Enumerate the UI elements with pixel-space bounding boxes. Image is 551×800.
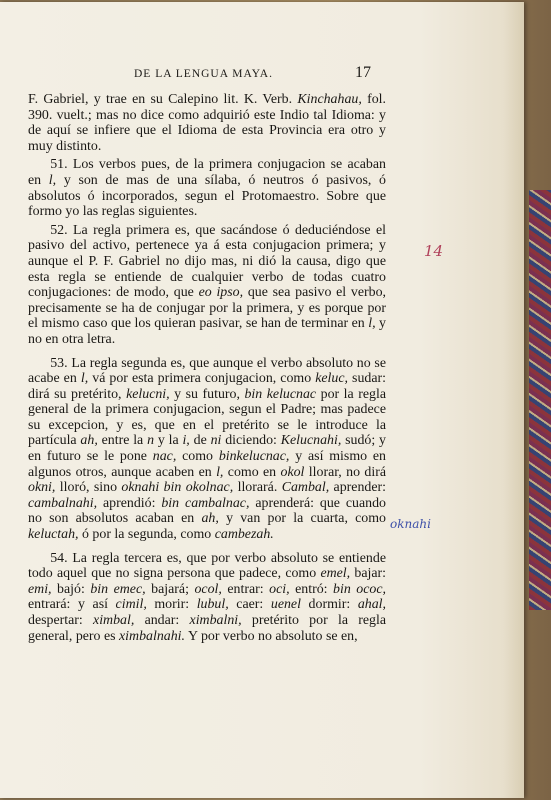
maya-term: eo ipso,: [198, 285, 244, 301]
text-run: sudó; y en futuro se le pone: [28, 433, 386, 465]
text-run: aprendió:: [97, 495, 162, 511]
text-run: entre la: [97, 433, 148, 449]
text-run: vá por esta primera conjugacion, como: [88, 371, 316, 387]
maya-term: ximbal,: [93, 613, 135, 628]
maya-term: ximbalni,: [189, 613, 242, 628]
margin-note-gloss: oknahi: [390, 517, 431, 531]
text-run: y así mismo en algunos otros, aunque acaben en: [28, 449, 386, 480]
maya-term: Kelucnahi,: [280, 433, 342, 449]
text-run: lloró, sino: [55, 480, 122, 496]
maya-term: ahal,: [357, 597, 386, 613]
text-run: Y por verbo no absoluto se en,: [185, 628, 358, 644]
book-page: [0, 2, 524, 798]
text-run: como: [176, 449, 219, 465]
maya-term: cambezah.: [214, 527, 274, 543]
maya-term: ah,: [80, 433, 98, 449]
maya-term: bin emec,: [90, 581, 146, 597]
maya-term: i,: [182, 433, 190, 449]
marbled-endpaper: [529, 190, 551, 610]
text-run: pretérito por la regla general, pero es: [28, 613, 386, 644]
text-run: por la regla general de la primera conjugacion, segun el Padre; mas padece su excepcion, y es, que en el pretérito se le introduce la partícula: [28, 386, 386, 449]
text-run: bajará;: [145, 581, 195, 597]
maya-term: l,: [216, 464, 224, 480]
maya-term: emel,: [320, 566, 351, 582]
text-run: 52. La regla primera es, que sacándose ó deduciéndose el pasivo del activo, pertenece ya á esta conjugacion primera; y aunque el P. F. Gabriel no dijo mas, ni dió la causa, digo que esta regla se entiende de cualquier verbo de todas cuatro conjugaciones: de modo, que: [28, 222, 386, 301]
body-text: [28, 92, 386, 644]
text-run: aprenderá: que cuando no son absolutos acaban en: [28, 495, 386, 527]
text-run: entrar:: [221, 581, 270, 597]
maya-term: bin ococ,: [333, 581, 386, 597]
text-run: de: [189, 433, 211, 449]
text-run: y van por la cuarta, como: [218, 511, 386, 527]
maya-term: Cambal,: [281, 480, 330, 496]
page-number: 17: [355, 64, 371, 81]
maya-term: uenel: [270, 597, 301, 613]
maya-term: Kinchahau,: [297, 92, 362, 107]
maya-term: kelucni,: [126, 386, 170, 402]
text-run: y su futuro,: [169, 386, 245, 402]
text-run: fol. 390. vuelt.; mas no dice como adquirió este Indio tal Idioma: y de aquí se infiere que el Idioma de esta Provincia era otro y muy distinto.: [28, 92, 386, 154]
text-run: llorará.: [233, 480, 282, 496]
maya-term: bin kelucnac: [244, 386, 317, 402]
text-run: 51. Los verbos pues, de la primera conjugacion se acaban en: [28, 157, 386, 188]
text-run: despertar:: [28, 613, 94, 628]
text-run: diciendo:: [221, 433, 281, 449]
text-run: y no en otra letra.: [28, 316, 386, 347]
text-run: sudar: dirá su pretérito,: [28, 371, 387, 402]
maya-term: binkelucnac,: [218, 449, 290, 465]
paragraph-51: [28, 157, 386, 219]
text-run: entrará: y así: [28, 597, 116, 613]
text-run: y la: [154, 433, 183, 449]
paragraph-54: [28, 551, 386, 645]
maya-term: cambalnahi,: [28, 495, 98, 511]
maya-term: n: [147, 433, 155, 449]
text-run: entró:: [289, 581, 334, 597]
maya-term: lubul,: [196, 597, 229, 613]
maya-term: okni,: [28, 480, 56, 496]
text-run: ó por la segunda, como: [78, 527, 215, 543]
text-run: aprender:: [329, 480, 387, 496]
maya-term: keluctah,: [28, 527, 79, 543]
maya-term: ximbalnahi.: [119, 628, 185, 644]
maya-term: emi,: [28, 581, 52, 597]
maya-term: l,: [368, 316, 376, 332]
page-header: [0, 64, 524, 84]
paragraph-continuation: [28, 92, 386, 154]
maya-term: oci,: [269, 581, 290, 597]
paragraph-53: [28, 356, 386, 543]
running-title: DE LA LENGUA MAYA.: [134, 68, 273, 80]
text-run: caer:: [228, 597, 271, 613]
maya-term: l,: [48, 172, 57, 188]
margin-note-page-ref: 14: [424, 242, 444, 260]
text-run: como en: [223, 464, 281, 480]
text-run: morir:: [146, 597, 197, 613]
text-run: dormir:: [300, 597, 358, 613]
maya-term: ocol,: [194, 581, 222, 597]
maya-term: nac,: [152, 449, 177, 465]
maya-term: cimil,: [115, 597, 147, 613]
text-run: que sea pasivo el verbo, precisamente se ha de conjugar por la primera, y es porque por el mismo caso que los quieran pasivar, se han de terminar en: [28, 285, 387, 332]
maya-term: ah,: [201, 511, 219, 527]
text-run: bajar:: [350, 566, 387, 582]
maya-term: ni: [210, 433, 222, 449]
maya-term: oknahi bin okolnac,: [121, 480, 234, 496]
text-run: 54. La regla tercera es, que por verbo absoluto se entiende todo aquel que no signa persona que padece, como: [28, 550, 386, 582]
maya-term: okol: [280, 464, 305, 480]
paragraph-52: [28, 223, 386, 348]
text-run: 53. La regla segunda es, que aunque el verbo absoluto no se acabe en: [28, 355, 386, 387]
text-run: andar:: [134, 613, 190, 628]
maya-term: keluc,: [315, 371, 348, 387]
maya-term: bin cambalnac,: [161, 495, 250, 511]
text-run: llorar, no dirá: [304, 464, 387, 480]
text-run: bajó:: [51, 581, 91, 597]
maya-term: l,: [80, 371, 89, 387]
text-run: F. Gabriel, y trae en su Calepino lit. K. Verb.: [28, 92, 298, 107]
text-run: y son de mas de una sílaba, ó neutros ó pasivos, ó absolutos ó incorporados, segun el Protomaestro. Sobre que formo yo las reglas siguientes.: [28, 172, 386, 220]
